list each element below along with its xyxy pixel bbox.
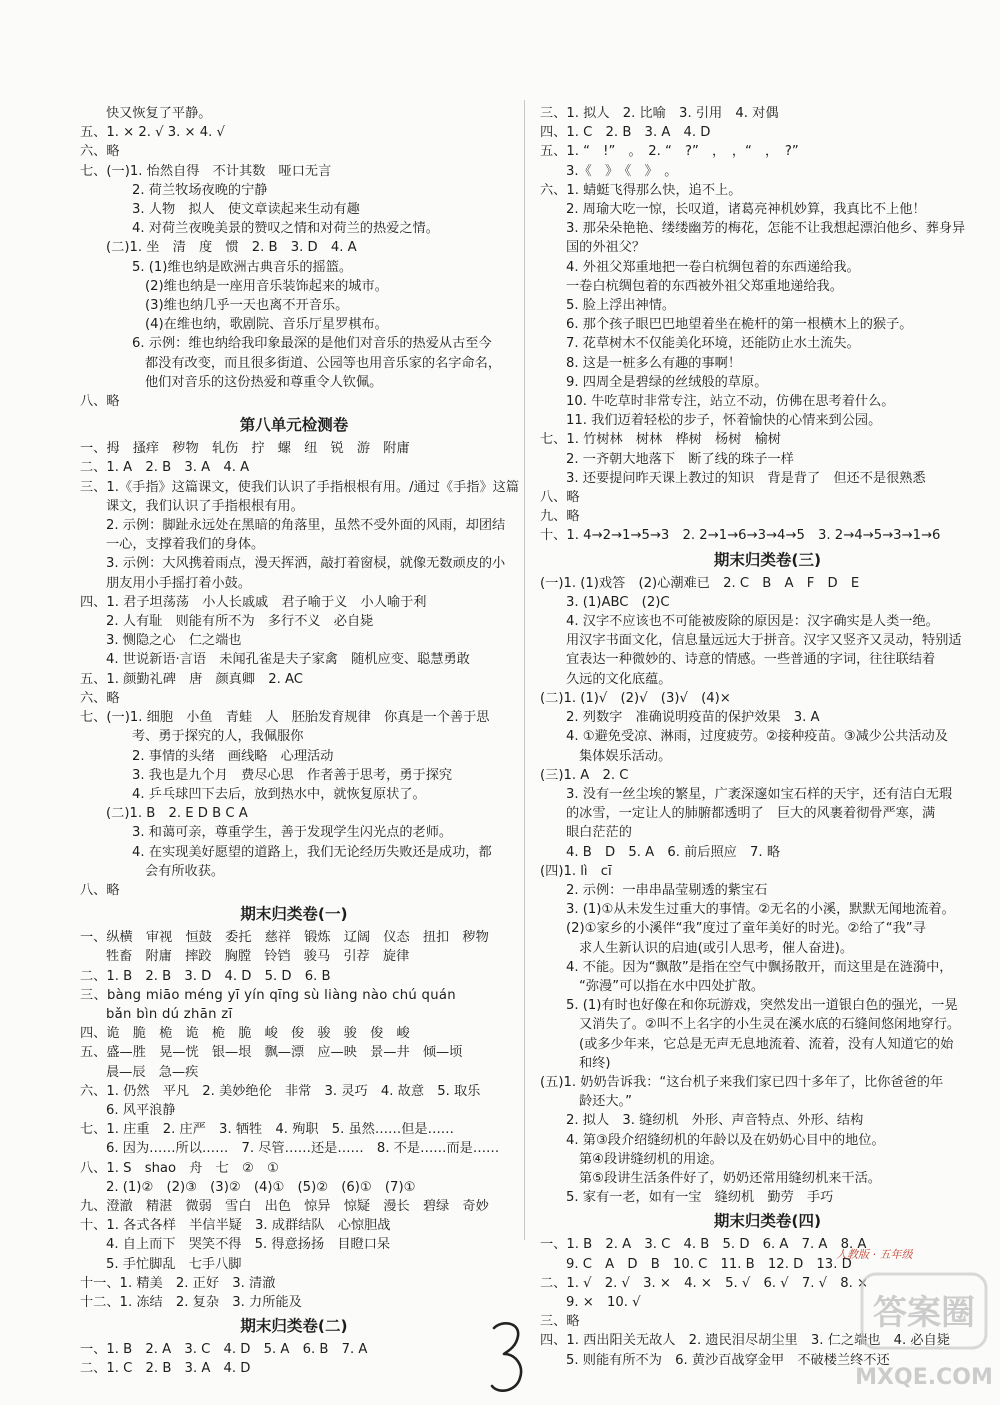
answer-line: 三、1. 拟人 2. 比喻 3. 引用 4. 对偶 — [540, 106, 779, 121]
answer-line: 5. 家有一老，如有一宝 缝纫机 勤劳 手巧 — [566, 1190, 834, 1206]
answer-line: (二)1. (1)√ (2)√ (3)√ (4)× — [540, 690, 731, 706]
right-column — [540, 104, 995, 1370]
answer-line: 十二、1. 冻结 2. 复杂 3. 力所能及 — [80, 1294, 302, 1310]
answer-line: 二、1. B 2. B 3. D 4. D 5. D 6. B — [80, 968, 331, 984]
column-divider — [524, 100, 525, 1240]
answer-line: 会有所收获。 — [145, 863, 225, 879]
answer-line: 10. 牛吃草时非常专注，站立不动，仿佛在思考着什么。 — [566, 394, 895, 410]
answer-line: 六、1. 蜻蜓飞得那么快，追不上。 — [540, 182, 742, 198]
answer-line: 一卷白杭绸包着的东西被外祖父郑重地递给我。 — [566, 278, 843, 294]
answer-line: 6. 因为……所以…… 7. 尽管……还是…… 8. 不是……而是…… — [106, 1141, 500, 1157]
answer-line: 2. 一齐朝大地落下 断了线的珠子一样 — [566, 451, 794, 467]
answer-line: 求人生新认识的启迪(或引人思考，催人奋进)。 — [579, 940, 854, 956]
answer-line: “弥漫”可以指在水中四处扩散。 — [579, 978, 765, 994]
answer-line: 2. 拟人 3. 缝纫机 外形、声音特点、外形、结构 — [566, 1113, 864, 1129]
answer-line: 3. 人物 拟人 使文章读起来生动有趣 — [132, 202, 360, 218]
answer-line: 八、1. S shao 舟 七 ② ① — [80, 1160, 279, 1176]
answer-line: (四)1. lì cī — [540, 863, 612, 879]
answer-line: 2. 示例：一串串晶莹剔透的紫宝石 — [566, 882, 768, 898]
answer-line: 考、勇于探究的人，我佩服你 — [132, 729, 304, 745]
answer-line: 5. 脸上浮出神情。 — [566, 298, 676, 314]
section-title: 第八单元检测卷 — [239, 416, 349, 435]
answer-line: 二、1. C 2. B 3. A 4. D — [80, 1361, 251, 1377]
answer-line: (二)1. 坐 清 度 惯 2. B 3. D 4. A — [106, 240, 357, 256]
answer-line: 四、诡 脆 桅 诡 桅 脆 峻 俊 骏 骏 俊 峻 — [80, 1026, 410, 1042]
answer-line: 6. 那个孩子眼巴巴地望着坐在桅杆的第一根横木上的猴子。 — [566, 317, 913, 333]
answer-line: (或多少年来，它总是无声无息地流着、流着，没有人知道它的始 — [579, 1036, 954, 1052]
answer-line: 一、1. B 2. A 3. C 4. B 5. D 6. A 7. A 8. A — [540, 1237, 867, 1253]
answer-line: 七、(一)1. 怡然自得 不计其数 哑口无言 — [80, 163, 332, 179]
watermark-logo — [852, 1268, 996, 1400]
answer-line: 3. 还要提问昨天课上教过的知识 背是背了 但还不是很熟悉 — [566, 470, 926, 486]
answer-line: 3. 没有一丝尘埃的繁星，广袤深邃如宝石样的天宇，还有洁白无瑕 — [566, 786, 953, 802]
answer-line: 2. (1)② (2)③ (3)② (4)① (5)② (6)① (7)① — [106, 1179, 416, 1195]
answer-line: 四、1. C 2. B 3. A 4. D — [540, 125, 711, 141]
answer-line: 五、1. 颜勤礼碑 唐 颜真卿 2. AC — [80, 671, 303, 687]
answer-line: 4. 自上而下 哭笑不得 5. 得意扬扬 目瞪口呆 — [106, 1237, 391, 1253]
answer-line: (2)①家乡的小溪伴“我”度过了童年美好的时光。②给了“我”寻 — [566, 921, 926, 937]
answer-line: 4. 对荷兰夜晚美景的赞叹之情和对荷兰的热爱之情。 — [132, 221, 439, 237]
section-title: 期末归类卷(一) — [240, 905, 348, 924]
answer-line: 3. 和蔼可亲，尊重学生，善于发现学生闪光点的老师。 — [132, 825, 453, 841]
answer-line: 和终) — [579, 1055, 611, 1071]
answer-line: 十、1. 4→2→1→5→3 2. 2→1→6→3→4→5 3. 2→4→5→3→1→6 — [540, 528, 941, 544]
answer-line: 集体娱乐活动。 — [579, 748, 672, 764]
answer-line: 4. 外祖父郑重地把一卷白杭绸包着的东西递给我。 — [566, 259, 860, 275]
answer-line: 2. 列数字 准确说明疫苗的保护效果 3. A — [566, 710, 820, 726]
answer-line: 五、盛—胜 晃—恍 银—垠 飘—漂 应—映 景—井 倾—顷 — [80, 1045, 463, 1061]
answer-line: 2. 事情的头绪 画线略 心理活动 — [132, 748, 334, 764]
answer-line: 六、1. 仍然 平凡 2. 美妙绝伦 非常 3. 灵巧 4. 故意 5. 取乐 — [80, 1083, 481, 1099]
answer-line: 9. × 10. √ — [566, 1294, 641, 1310]
answer-line: 三、略 — [540, 1314, 580, 1330]
answer-line: (4)在维也纳，歌剧院、音乐厅星罗棋布。 — [145, 317, 388, 333]
answer-line: 第⑤段讲生活条件好了，奶奶还常用缝纫机来干活。 — [579, 1170, 881, 1186]
answer-line: 七、1. 竹树林 树林 桦树 杨树 榆树 — [540, 432, 781, 448]
watermark-top-text: 答案圈 — [873, 1293, 975, 1333]
answer-line: 都没有改变，而且很多街道、公园等也用音乐家的名字命名， — [145, 355, 502, 371]
answer-line: 八、略 — [80, 882, 120, 898]
answer-line: 三、bàng miāo méng yī yín qīng sù liàng nào chú quán — [80, 987, 456, 1003]
answer-line: 4. 第③段介绍缝纫机的年龄以及在奶奶心目中的地位。 — [566, 1132, 885, 1148]
answer-line: 牲畜 附庸 摔跤 胸膛 铃铛 骏马 引荐 旋律 — [106, 949, 410, 965]
answer-line: 一、拇 搔痒 秽物 轧伤 拧 螺 纽 锐 游 附庸 — [80, 441, 410, 457]
left-column — [80, 104, 520, 1379]
answer-line: 4. B D 5. A 6. 前后照应 7. 略 — [566, 844, 781, 860]
answer-line: 5. (1)维也纳是欧洲古典音乐的摇篮。 — [132, 259, 353, 275]
answer-line: 九、澄澈 精湛 微弱 雪白 出色 惊异 惊疑 漫长 碧绿 奇妙 — [80, 1198, 489, 1214]
answer-line: 七、1. 庄重 2. 庄严 3. 牺牲 4. 殉职 5. 虽然……但是…… — [80, 1122, 454, 1138]
answer-line: 3. (1)ABC (2)C — [566, 594, 670, 610]
answer-line: 四、1. 君子坦荡荡 小人长戚戚 君子喻于义 小人喻于利 — [80, 594, 427, 610]
answer-line: 4. 世说新语·言语 未闻孔雀是夫子家禽 随机应变、聪慧勇敢 — [106, 652, 470, 668]
answer-line: 又消失了。②叫不上名字的小生灵在溪水底的石缝间悠闲地穿行。 — [579, 1017, 961, 1033]
answer-line: 久远的文化底蕴。 — [566, 671, 672, 687]
answer-line: 4. 不能。因为“飘散”是指在空气中飘扬散开，而这里是在涟漪中， — [566, 959, 953, 975]
answer-line: 八、略 — [540, 490, 580, 506]
page-number — [488, 1318, 528, 1398]
answer-line: 3.《 》 《 》 。 — [566, 163, 678, 179]
answer-line: 4. 乒乓球凹下去后，放到热水中，就恢复原状了。 — [132, 786, 426, 802]
answer-line: 2. 周瑜大吃一惊，长叹道，诸葛亮神机妙算，我真比不上他！ — [566, 202, 926, 218]
answer-line: 4. ①避免受凉、淋雨，过度疲劳。②接种疫苗。③减少公共活动及 — [566, 729, 948, 745]
answer-line: 二、1. √ 2. √ 3. × 4. × 5. √ 6. √ 7. √ 8. × — [540, 1275, 869, 1291]
section-title: 期末归类卷(二) — [240, 1317, 348, 1336]
answer-line: (五)1. 奶奶告诉我：“这台机子来我们家已四十多年了，比你爸爸的年 — [540, 1074, 944, 1090]
answer-line: 国的外祖父？ — [566, 240, 646, 256]
answer-line: 课文，我们认识了手指根根有用。 — [106, 498, 304, 514]
answer-line: 眼白茫茫的 — [566, 825, 632, 841]
answer-line: 4. 汉字不应该也不可能被废除的原因是：汉字确实是人类一绝。 — [566, 614, 939, 630]
answer-line: 一心，支撑着我们的身体。 — [106, 537, 265, 553]
watermark-bottom-text: MXQE.COM — [855, 1365, 993, 1390]
answer-line: 6. 示例：维也纳给我印象最深的是他们对音乐的热爱从古至今 — [132, 336, 492, 352]
answer-line: 宜表达一种微妙的、诗意的情感。一些普通的字词，往往联结着 — [566, 652, 936, 668]
answer-line: 四、1. 西出阳关无故人 2. 遗民泪尽胡尘里 3. 仁之端也 4. 必自毙 — [540, 1333, 950, 1349]
answer-line: 十、1. 各式各样 半信半疑 3. 成群结队 心惊胆战 — [80, 1218, 391, 1234]
footer-mark: 人教版 · 五年级 — [836, 1248, 913, 1261]
answer-line: 5. (1)有时也好像在和你玩游戏，突然发出一道银白色的强光，一晃 — [566, 998, 958, 1014]
answer-line: 九、略 — [540, 509, 580, 525]
answer-line: 3. 恻隐之心 仁之端也 — [106, 633, 242, 649]
answer-line: 晨—辰 急—疾 — [106, 1064, 199, 1080]
answer-line: 2. 荷兰牧场夜晚的宁静 — [132, 182, 268, 198]
section-title: 期末归类卷(四) — [713, 1212, 822, 1231]
answer-line: 快又恢复了平静。 — [106, 106, 212, 121]
section-title: 期末归类卷(三) — [713, 550, 822, 569]
answer-line: (一)1. (1)戏答 (2)心潮难已 2. C B A F D E — [540, 575, 860, 591]
answer-line: 3. 我也是九个月 费尽心思 作者善于思考，勇于探究 — [132, 767, 453, 783]
answer-line: 3. (1)①从未发生过重大的事情。②无名的小溪，默默无闻地流着。 — [566, 902, 955, 918]
answer-line: 的冰雪，一定让人的肺腑都透明了 巨大的风裹着彻骨严寒，满 — [566, 806, 936, 822]
answer-line: 11. 我们迈着轻松的步子，怀着愉快的心情来到公园。 — [566, 413, 882, 429]
answer-line: 3. 那朵朵艳艳、缕缕幽芳的梅花，怎能不让我想起漂泊他乡、葬身异 — [566, 221, 966, 237]
answer-line: 9. C A D B 10. C 11. B 12. D 13. D — [566, 1256, 852, 1272]
answer-line: 用汉字书面文化，信息量远远大于拼音。汉字又竖齐又灵动，特别适 — [566, 633, 962, 649]
answer-line: 6. 风平浪静 — [106, 1102, 176, 1118]
answer-line: (二)1. B 2. E D B C A — [106, 806, 248, 822]
answer-line: 一、1. B 2. A 3. C 4. D 5. A 6. B 7. A — [80, 1342, 368, 1358]
answer-line: 第④段讲缝纫机的用途。 — [579, 1151, 723, 1167]
answer-line: (三)1. A 2. C — [540, 767, 629, 783]
answer-line: 三、1.《手指》这篇课文，使我们认识了手指根根有用。/通过《手指》这篇 — [80, 479, 520, 495]
answer-line: 2. 示例：脚趾永远处在黑暗的角落里，虽然不受外面的风雨，却团结 — [106, 518, 506, 534]
answer-line: 3. 示例：大风携着雨点，漫天挥洒，敲打着窗棂，就像无数顽皮的小 — [106, 556, 506, 572]
answer-line: 二、1. A 2. B 3. A 4. A — [80, 460, 250, 476]
answer-line: 七、(一)1. 细胞 小鱼 青蛙 人 胚胎发育规律 你真是一个善于思 — [80, 710, 490, 726]
answer-line: 朋友用小手摇打着小鼓。 — [106, 575, 252, 591]
answer-line: 2. 人有耻 则能有所不为 多行不义 必自毙 — [106, 614, 374, 630]
answer-line: 8. 这是一桩多么有趣的事啊！ — [566, 355, 742, 371]
answer-line: 龄还大。” — [579, 1094, 632, 1110]
answer-line: 八、略 — [80, 394, 120, 410]
answer-line: 十一、1. 精美 2. 正好 3. 清澈 — [80, 1275, 276, 1291]
answer-line: 4. 在实现美好愿望的道路上，我们无论经历失败还是成功，都 — [132, 844, 492, 860]
answer-line: 7. 花草树木不仅能美化环境，还能防止水土流失。 — [566, 336, 860, 352]
answer-line: 六、略 — [80, 690, 120, 706]
answer-line: 六、略 — [80, 144, 120, 160]
answer-line: (2)维也纳是一座用音乐装饰起来的城市。 — [145, 278, 388, 294]
answer-line: 5. 则能有所不为 6. 黄沙百战穿金甲 不破楼兰终不还 — [566, 1352, 890, 1368]
answer-line: (3)维也纳几乎一天也离不开音乐。 — [145, 298, 349, 314]
answer-line: bǎn bìn dú zhān zī — [106, 1006, 233, 1022]
answer-line: 五、1. “ !” 。 2. “ ?” ， ，“ ， ?” — [540, 144, 799, 160]
answer-line: 5. 手忙脚乱 七手八脚 — [106, 1256, 242, 1272]
answer-line: 五、1. × 2. √ 3. × 4. √ — [80, 125, 225, 141]
answer-line: 9. 四周全是碧绿的丝绒般的草原。 — [566, 374, 768, 390]
answer-line: 一、纵横 审视 恒鼓 委托 慈祥 锻炼 辽阔 仪态 扭扣 秽物 — [80, 930, 489, 946]
answer-line: 他们对音乐的这份热爱和尊重令人钦佩。 — [145, 374, 383, 390]
